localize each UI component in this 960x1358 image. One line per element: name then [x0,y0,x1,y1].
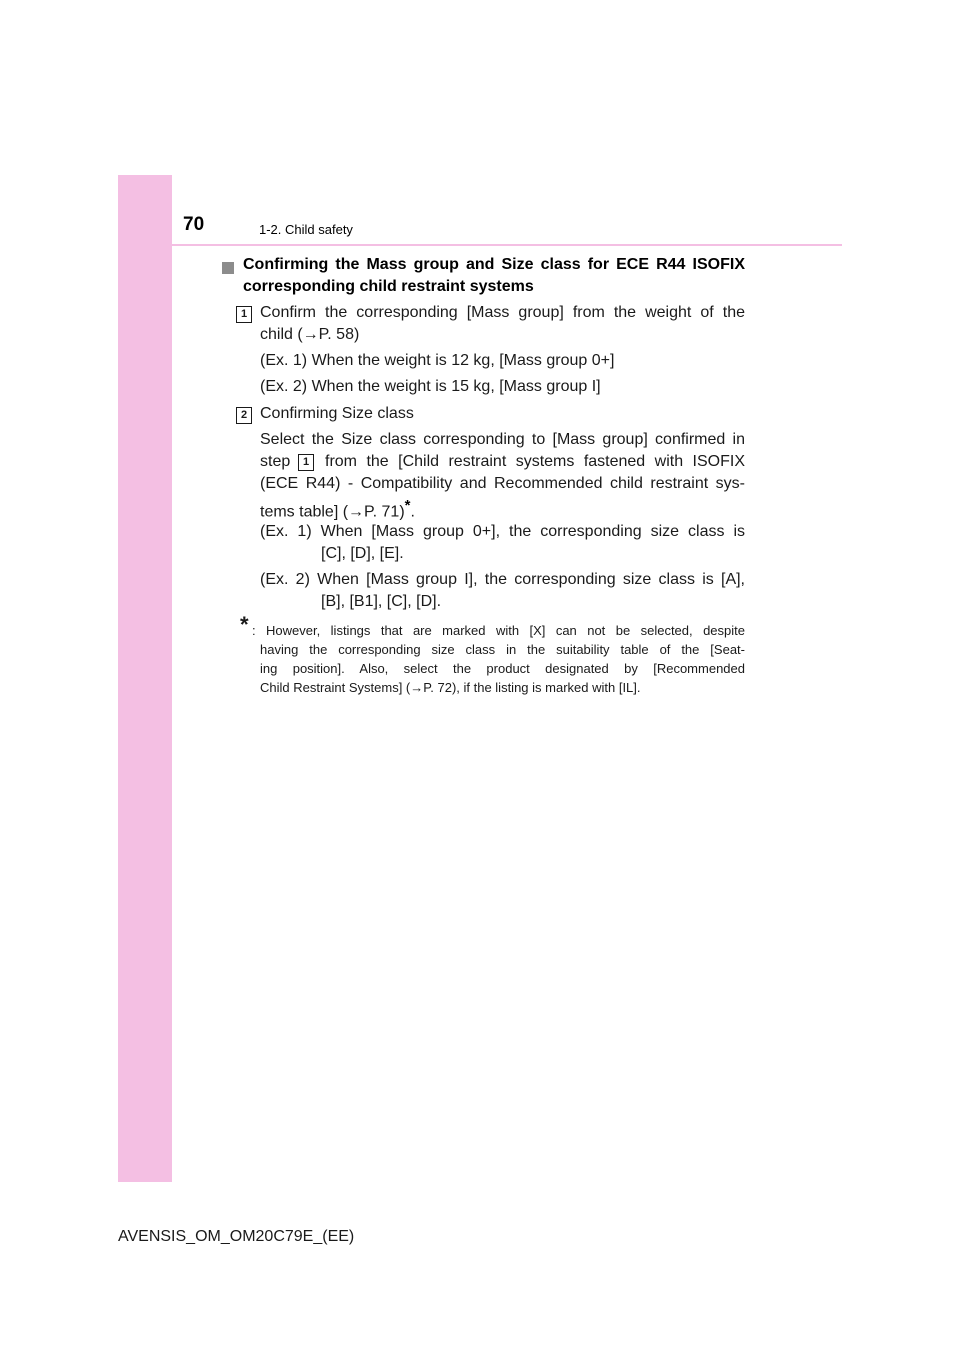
footnote-line-2: having the corresponding size class in the suitability table of the [Seat- [260,642,745,657]
step-1-example-2: (Ex. 2) When the weight is 15 kg, [Mass group I] [260,378,601,395]
section-title: 1-2. Child safety [259,222,353,237]
step-1-line-1: Confirm the corresponding [Mass group] from the weight of the [260,304,745,321]
step-1-badge: 1 [236,306,252,323]
footnote-line-1: : However, listings that are marked with [X] can not be selected, despite [252,623,745,638]
heading-bullet-icon [222,262,234,274]
step-2-line-2: from the [Child restraint systems fastened with ISOFIX [325,453,745,470]
page-number: 70 [183,214,205,235]
footnote-line-3: ing position]. Also, select the product designated by [Recommended [260,661,745,676]
step-1-line-2: child (→P. 58) [260,326,360,343]
heading-line-1: Confirming the Mass group and Size class for ECE R44 ISOFIX [243,256,745,273]
step-2-example-2-line-2: [B], [B1], [C], [D]. [321,593,442,610]
chapter-sidebar-tab [118,175,172,1182]
document-code: AVENSIS_OM_OM20C79E_(EE) [118,1228,355,1245]
step-2-inline-step-badge: 1 [298,454,314,471]
step-2-example-1-line-2: [C], [D], [E]. [321,545,404,562]
step-2-line-4: tems table] (→P. 71)*. [260,497,415,521]
footnote-asterisk: * [240,612,249,637]
step-2-example-2-line-1: (Ex. 2) When [Mass group I], the corresponding size class is [A], [260,571,745,588]
step-2-line-2-prefix: step [260,453,291,470]
footnote-line-4: Child Restraint Systems] (→P. 72), if the listing is marked with [IL]. [260,680,641,695]
step-2-line-1: Select the Size class corresponding to [Mass group] confirmed in [260,431,745,448]
step-2-badge: 2 [236,407,252,424]
step-1-example-1: (Ex. 1) When the weight is 12 kg, [Mass group 0+] [260,352,615,369]
step-2-example-1-line-1: (Ex. 1) When [Mass group 0+], the corresponding size class is [260,523,745,540]
heading-line-2: corresponding child restraint systems [243,278,534,295]
step-2-title: Confirming Size class [260,405,414,422]
step-2-line-3: (ECE R44) - Compatibility and Recommended child restraint sys- [260,475,745,492]
header-divider [118,244,842,246]
asterisk-mark: * [404,497,411,514]
